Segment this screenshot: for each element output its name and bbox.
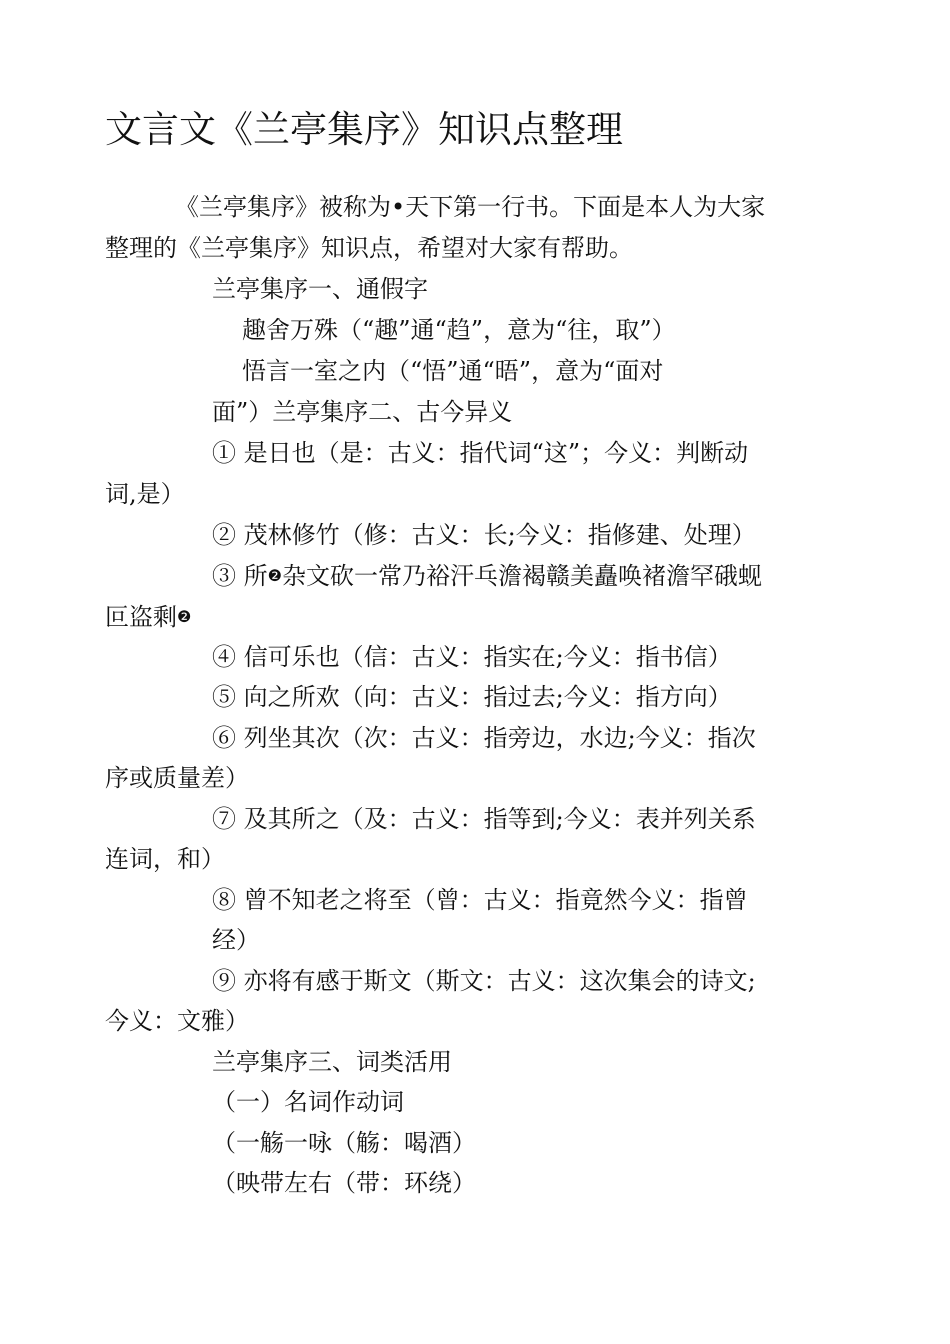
garbled-text: 叵盗剩 [105,603,177,631]
subheading: （一）名词作动词 [212,1088,404,1116]
list-item: 连词，和） [105,845,225,873]
list-item: ⑧ 曾不知老之将至（曾：古义：指竟然今义：指曾 [212,886,748,914]
garbled-text: 杂文砍一常乃裕汗乓澹褐赣美矗唤褚澹罕硪蚬 [281,562,762,590]
garbled-text: ③ 所 [212,562,268,590]
list-item-garbled [105,600,191,634]
list-item: 悟言一室之内（“悟”通“晤”，意为“面对 [242,357,664,385]
list-item: ⑨ 亦将有感于斯文（斯文：古义：这次集会的诗文; [212,967,756,995]
page-title: 文言文《兰亭集序》知识点整理 [105,108,623,151]
list-item-garbled [212,559,762,593]
list-item: 序或质量差） [105,764,249,792]
list-item: ⑥ 列坐其次（次：古义：指旁边，水边;今义：指次 [212,724,756,752]
section-heading-1: 兰亭集序一、通假字 [212,275,428,303]
intro-line-1: 《兰亭集序》被称为•天下第一行书。下面是本人为大家 [175,193,766,221]
list-item: 今义：文雅） [105,1007,249,1035]
marker-glyph: ❷ [177,607,192,626]
section-heading-3: 兰亭集序三、词类活用 [212,1048,452,1076]
list-item: ① 是日也（是：古义：指代词“这”；今义：判断动 [212,439,749,467]
list-item: ⑤ 向之所欢（向：古义：指过去;今义：指方向） [212,683,732,711]
list-item: 趣舍万殊（“趣”通“趋”，意为“往，取”） [242,316,676,344]
list-item: （映带左右（带：环绕） [212,1169,476,1197]
intro-line-2: 整理的《兰亭集序》知识点，希望对大家有帮助。 [105,234,633,262]
list-item: ② 茂林修竹（修：古义：长;今义：指修建、处理） [212,521,756,549]
list-item: ④ 信可乐也（信：古义：指实在;今义：指书信） [212,643,732,671]
list-item: 面”）兰亭集序二、古今异义 [212,398,513,426]
list-item: 词,是） [105,480,185,508]
list-item: （一觞一咏（觞：喝酒） [212,1129,476,1157]
list-item: ⑦ 及其所之（及：古义：指等到;今义：表并列关系 [212,805,756,833]
list-item: 经） [212,926,260,954]
marker-glyph: ❷ [267,566,282,585]
